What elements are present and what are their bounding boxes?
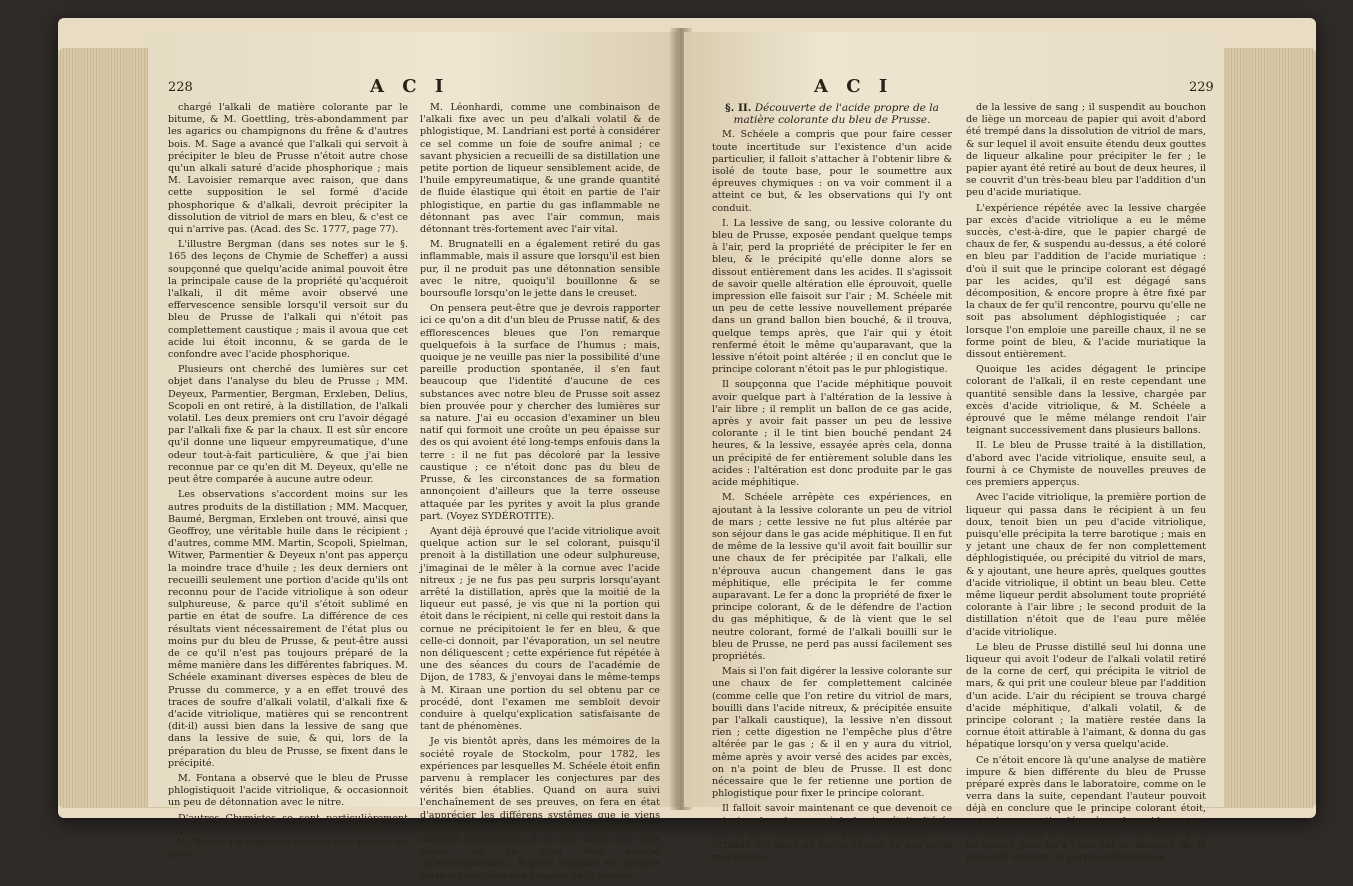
- section-title: Découverte de l'acide propre de la matière colorante du bleu de Prusse.: [733, 102, 939, 127]
- paragraph: M. Fontana a observé que le bleu de Prusse phlogistiquoit l'acide vitriolique, & occasionnoit un peu de détonnation avec le nitre.: [168, 772, 408, 809]
- paragraph: M. Schéele a compris que pour faire cesser toute incertitude sur l'existence d'un acide particulier, il falloit s'attacher à l'obtenir libre & isolé de toute base, pour le soumettre aux épreuves chymiques : on va voir comment il a atteint ce but, & les observations qui l'y ont conduit.: [712, 129, 952, 214]
- paragraph: L'expérience répétée avec la lessive chargée par excès d'acide vitriolique a eu le même succès, c'est-à-dire, que le papier chargé de chaux de fer, & suspendu au-dessus, a été coloré en bleu par l'addition de l'acide muriatique : d'où il suit que le principe colorant est dégagé par les acides, qu'il est dégagé sans décomposition, & encore propre à être fixé par la chaux de fer qu'il rencontre, pourvu qu'elle ne soit pas absolument déphlogistiquée ; car lorsque l'on emploie une pareille chaux, il ne se forme point de bleu, & l'acide muriatique la dissout entièrement.: [966, 202, 1206, 361]
- paragraph: On pensera peut-être que je devrois rapporter ici ce qu'on a dit d'un bleu de Prusse natif, & des efflorescences bleues que l'on remarque quelquefois à la surface de l'humus ; mais, quoique je ne veuille pas nier la possibilité d'une pareille production spontanée, il s'en faut beaucoup que l'identité d'aucune de ces substances avec notre bleu de Prusse soit assez bien prouvée pour y chercher des lumières sur sa nature. J'ai eu occasion d'examiner un bleu natif qui formoit une croûte un peu épaisse sur des os qui avoient été long-temps enfouis dans la terre : il ne fut pas décoloré par la lessive caustique ; ce n'étoit donc pas du bleu de Prusse, & les circonstances de sa formation annonçoient d'ailleurs que la terre osseuse attaquée par les pyrites y avoit la plus grande part. (Voyez SYDÉROTITE).: [420, 303, 660, 522]
- paragraph: Ce n'étoit encore là qu'une analyse de matière impure & bien différente du bleu de Prusse préparé exprès dans le laboratoire, comme on le verra dans la suite, cependant l'auteur pouvoit déjà en conclure que le principe colorant étoit, au moins en partie, dégagé par les acides ou par la chaleur, sans se décomposer ; le succès qu'il ne restoit plus qu'à chercher la manière de le recueillir exempt de parties hétérogènes.: [966, 754, 1206, 864]
- paragraph: I. La lessive de sang, ou lessive colorante du bleu de Prusse, exposée pendant quelque temps à l'air, perd la propriété de précipiter le fer en bleu, & le précipité qu'elle donne alors se dissout entièrement dans les acides. Il s'agissoit de savoir quelle altération elle éprouvoit, quelle impression elle faisoit sur l'air ; M. Schéele mit un peu de cette lessive nouvellement préparée dans un grand ballon bien bouché, & il trouva, quelque temps après, que l'air qui y étoit renfermé étoit le même qu'auparavant, que la lessive n'étoit point altérée ; il en conclut que le principe colorant n'étoit pas le pur phlogistique.: [712, 217, 952, 376]
- paragraph: II. Le bleu de Prusse traité à la distillation, d'abord avec l'acide vitriolique, ensuite seul, a fourni à ce Chymiste de nouvelles preuves de ces premiers apperçus.: [966, 440, 1206, 489]
- paragraph: M. Schéele arrêpète ces expériences, en ajoutant à la lessive colorante un peu de vitriol de mars ; cette lessive ne fut plus altérée par son séjour dans le gas acide méphitique. Il en fut de même de la lessive qu'il avoit fait bouillir sur une chaux de fer précipitée par l'alkali, elle n'éprouva aucun changement dans le gas méphitique, elle précipita le fer comme auparavant. Le fer a donc la propriété de fixer le principe colorant, & de le défendre de l'action du gas méphitique, & de là vient que le sel neutre colorant, formé de l'alkali bouilli sur le bleu de Prusse, ne perd pas aussi facilement ses propriétés.: [712, 492, 952, 662]
- left-column-1: [168, 102, 408, 864]
- left-running-head: A C I: [370, 76, 450, 97]
- paragraph: L'illustre Bergman (dans ses notes sur le §. 165 des leçons de Chymie de Scheffer) a aussi soupçonné que quelqu'acide animal pouvoit être la principale cause de la propriété qu'acquéroit l'alkali, il dit même avoir observé une effervescence sensible lorsqu'il versoit sur du bleu de Prusse de l'alkali qui n'étoit pas complettement caustique ; mais il avoua que cet acide lui étoit inconnu, & se garda de le confondre avec l'acide phosphorique.: [168, 239, 408, 361]
- paragraph: D'autres Chymistes se sont particulièrement appliqués à l'examen de la lessive phlogistiquée : M. Weber l'a regardée comme une espèce de savon ;: [168, 812, 408, 861]
- paragraph: Les observations s'accordent moins sur les autres produits de la distillation ; MM. Macquer, Baumé, Bergman, Erxleben ont trouvé, ainsi que Geoffroy, une véritable huile dans le récipient ; d'autres, comme MM. Martin, Scopoli, Spielman, Witwer, Parmentier & Deyeux n'ont pas apperçu la moindre trace d'huile ; les deux derniers ont recueilli seulement une portion d'acide qu'ils ont reconnu pour de l'acide vitriolique à son odeur sulphureuse, & parce qu'il s'étoit sublimé en partie en état de soufre. La différence de ces résultats vient nécessairement de l'état plus ou moins pur du bleu de Prusse, & peut-être aussi de ce qu'il n'est pas toujours préparé de la même manière dans les différentes fabriques. M. Schéele examinant diverses espèces de bleu de Prusse du commerce, y a en effet trouvé des traces de soufre d'alkali volatil, d'alkali fixe & d'acide vitriolique, matières qui se rencontrent (dit-il) aussi bien dans la lessive de sang que dans la lessive de suie, & qui, lors de la préparation du bleu de Prusse, se fixent dans le précipité.: [168, 489, 408, 769]
- left-page-number: 228: [168, 80, 193, 95]
- section-heading: [712, 102, 952, 126]
- paragraph: Il soupçonna que l'acide méphitique pouvoit avoir quelque part à l'altération de la lessive à l'air libre ; il remplit un ballon de ce gas acide, après y avoir fait passer un peu de lessive colorante ; il le tint bien bouché pendant 24 heures, & la lessive, essayée après cela, donna un précipité de fer entièrement soluble dans les acides : l'altération est donc produite par le gas acide méphitique.: [712, 379, 952, 489]
- right-page: [684, 32, 1224, 864]
- paragraph: Je vis bientôt après, dans les mémoires de la société royale de Stockolm, pour 1782, les expériences par lesquelles M. Schéele étoit enfin parvenu à remplacer les conjectures par des vérités bien établies. Quand on aura suivi l'enchaînement de ses preuves, on fera en état d'apprécier les différens systêmes que je viens de rappeller ; on me dispensera volontiers de les discuter séparément, & on me saura gré, sans doute, de ne m'en être occupé qu'historiquement, & pour marquer en quelque sorte les périodes des progrès de la science.: [420, 736, 660, 882]
- paragraph: Quoique les acides dégagent le principe colorant de l'alkali, il en reste cependant une quantité sensible dans la lessive, chargée par excès d'acide vitriolique, & M. Schéele a éprouvé que le même mélange rendoit l'air teignant successivement dans plusieurs ballons.: [966, 364, 1206, 437]
- paragraph: Avec l'acide vitriolique, la première portion de liqueur qui passa dans le récipient à un feu doux, tenoit bien un peu d'acide vitriolique, puisqu'elle précipita la terre barotique ; mais en y jetant une chaux de fer non complettement déphlogistiquée, ou précipité du vitriol de mars, & y ajoutant, une heure après, quelques gouttes d'acide vitriolique, il obtint un beau bleu. Cette même liqueur perdit absolument toute propriété colorante à l'air libre ; le second produit de la distillation n'étoit que de l'eau pure mêlée d'acide vitriolique.: [966, 492, 1206, 638]
- paragraph: Il falloit savoir maintenant ce que devenoit ce principe dans les cas où la lessive étoit altérée par le gas méphitique : pour le découvrir, M. Schéele mit dans un ballon rempli de gas acide méphitique,: [712, 803, 952, 864]
- left-column-2: [420, 102, 660, 886]
- paragraph: Mais si l'on fait digérer la lessive colorante sur une chaux de fer complettement calcinée (comme celle que l'on retire du vitriol de mars, bouilli dans l'acide nitreux, & précipitée ensuite par l'alkali caustique), la lessive n'en dissout rien ; cette digestion ne l'empêche plus d'être altérée par le gas ; & il en y aura du vitriol, même après y avoir versé des acides par excès, on n'a point de bleu de Prusse. Il est donc nécessaire que le fer retienne une portion de phlogistique pour fixer le principe colorant.: [712, 666, 952, 800]
- right-column-1: [712, 102, 952, 867]
- paragraph: chargé l'alkali de matière colorante par le bitume, & M. Goettling, très-abondamment par les agarics ou champignons du frêne & d'autres bois. M. Sage a avancé que l'alkali qui servoit à précipiter le bleu de Prusse n'étoit autre chose qu'un alkali saturé d'acide phosphorique ; mais M. Lavoisier remarque avec raison, que dans cette supposition le sel formé d'acide phosphorique & d'alkali, devroit précipiter la dissolution de vitriol de mars en bleu, & c'est ce qui n'arrive pas. (Acad. des Sc. 1777, page 77).: [168, 102, 408, 236]
- section-number: §. II.: [725, 102, 752, 114]
- right-page-number: 229: [1189, 80, 1214, 95]
- right-running-head: A C I: [814, 76, 894, 97]
- paragraph: M. Brugnatelli en a également retiré du gas inflammable, mais il assure que lorsqu'il est bien pur, il ne produit pas une détonnation sensible avec le nitre, quoiqu'il bouillonne & se boursoufle lorsqu'on le jette dans le creuset.: [420, 239, 660, 300]
- paragraph: M. Léonhardi, comme une combinaison de l'alkali fixe avec un peu d'alkali volatil & de phlogistique, M. Landriani est porté à considérer ce sel comme un foie de soufre animal ; ce savant physicien a recueilli de sa distillation une petite portion de liqueur sensiblement acide, de l'huile empyreumatique, & une grande quantité de fluide élastique qui étoit en partie de l'air phlogistique, en partie du gas inflammable ne détonnant pas avec l'air commun, mais détonnant très-fortement avec l'air vital.: [420, 102, 660, 236]
- paragraph: de la lessive de sang ; il suspendit au bouchon de liège un morceau de papier qui avoit d'abord été trempé dans la dissolution de vitriol de mars, & sur lequel il avoit ensuite étendu deux gouttes de liqueur alkaline pour précipiter le fer ; le papier ayant été retiré au bout de deux heures, il se couvrit d'un très-beau bleu par l'addition d'un peu d'acide muriatique.: [966, 102, 1206, 199]
- left-page: [148, 32, 678, 882]
- paragraph: Plusieurs ont cherché des lumières sur cet objet dans l'analyse du bleu de Prusse ; MM. Deyeux, Parmentier, Bergman, Erxleben, Delius, Scopoli en ont retiré, à la distillation, de l'alkali volatil. Les deux premiers ont cru l'avoir dégagé par l'alkali fixe & par la chaux. Il est sûr encore qu'il donne une liqueur empyreumatique, d'une odeur tout-à-fait particulière, & que j'ai bien reconnue par ce qu'en dit M. Deyeux, qu'elle ne peut être comparée à aucune autre odeur.: [168, 364, 408, 486]
- right-column-2: [966, 102, 1206, 867]
- paragraph: Le bleu de Prusse distillé seul lui donna une liqueur qui avoit l'odeur de l'alkali volatil retiré de la corne de cerf, qui précipita le vitriol de mars, & qui prit une couleur bleue par l'addition d'un acide. L'air du récipient se trouva chargé d'acide méphitique, d'alkali volatil, & de principe colorant ; la matière restée dans la cornue étoit attirable à l'aimant, & donna du gas hépatique lorsqu'on y versa quelqu'acide.: [966, 641, 1206, 751]
- open-book: [58, 18, 1316, 882]
- paragraph: Ayant déjà éprouvé que l'acide vitriolique avoit quelque action sur le sel colorant, puisqu'il prenoit à la distillation une odeur sulphureuse, j'imaginai de le mêler à la cornue avec l'acide nitreux ; je ne fus pas peu surpris lorsqu'ayant arrêté la distillation, après que la moitié de la liqueur eut passé, je vis que ni la portion qui étoit dans le récipient, ni celle qui restoit dans la cornue ne précipitoient le fer en bleu, & que celle-ci donnoit, par l'évaporation, un sel neutre non déliquescent ; cette expérience fut répétée à une des séances du cours de l'académie de Dijon, de 1783, & j'envoyai dans le même-temps à M. Kiraan une portion du sel obtenu par ce procédé, dont l'examen me sembloit devoir conduire à quelqu'explication satisfaisante de tant de phénomènes.: [420, 525, 660, 733]
